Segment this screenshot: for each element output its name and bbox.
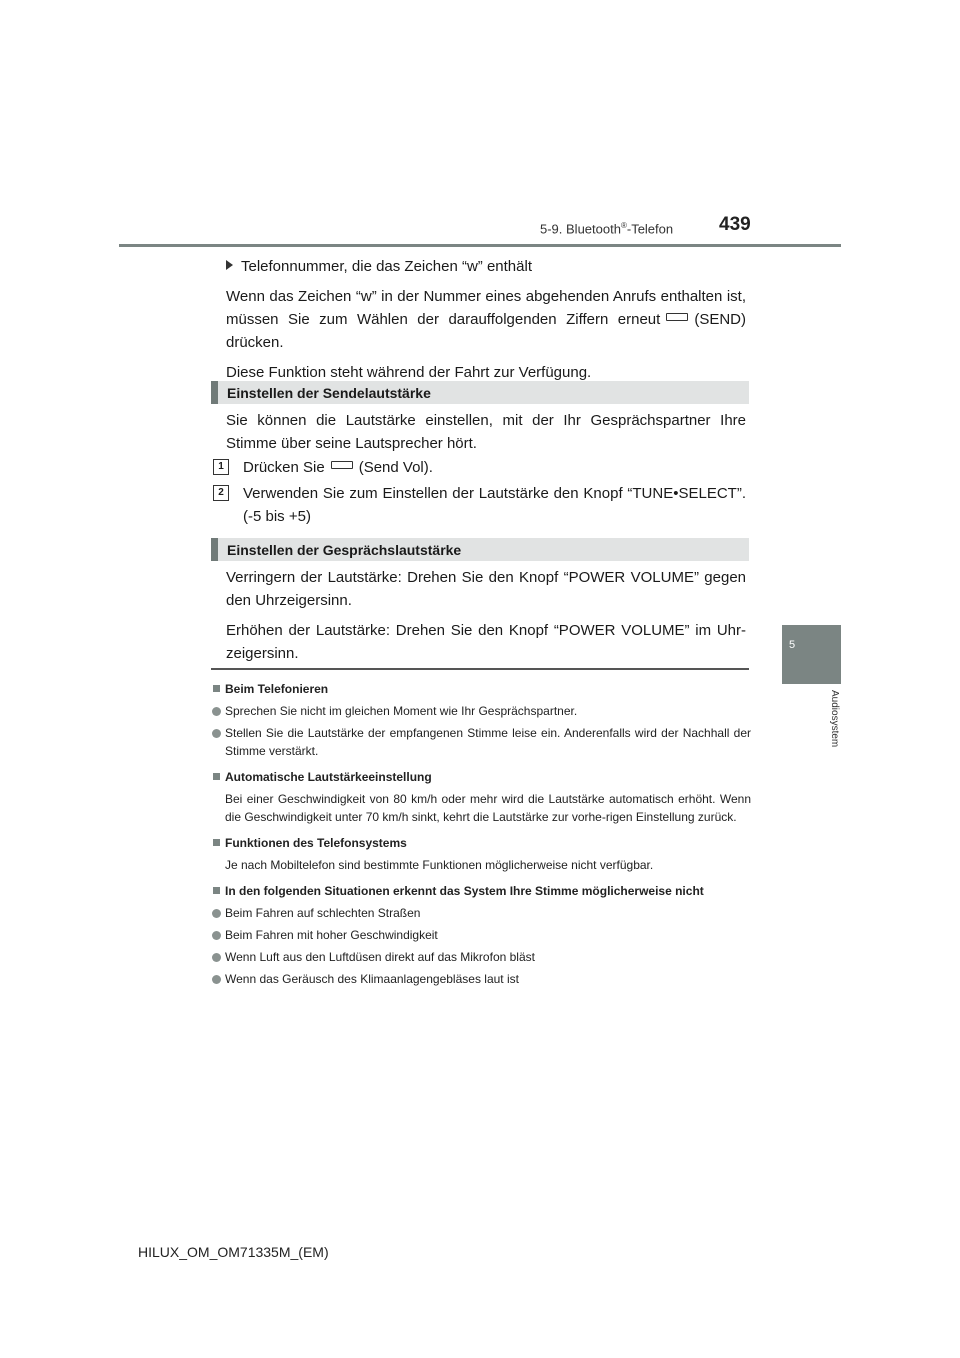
section-suffix: -Telefon xyxy=(626,221,674,237)
section-title-send-volume: Einstellen der Sendelautstärke xyxy=(211,381,749,404)
note-heading: Beim Telefonieren xyxy=(211,680,751,698)
section1-text: Sie können die Lautstärke einstellen, mit der Ihr Gesprächspartner Ihre Stimme über seine Lautsprecher hört. xyxy=(226,412,746,452)
intro-para2: Diese Funktion steht während der Fahrt zur Verfügung. xyxy=(226,364,592,381)
header-rule xyxy=(119,244,841,247)
note-heading: In den folgenden Situationen erkennt das System Ihre Stimme möglicherweise nicht xyxy=(211,882,751,900)
section2-block xyxy=(226,566,746,665)
section2-para2: Erhöhen der Lautstärke: Drehen Sie den Knopf “POWER VOLUME” im Uhr-zeigersinn. xyxy=(226,622,746,662)
page-number: 439 xyxy=(719,214,751,235)
intro-para1-b: (SEND) drücken. xyxy=(226,311,746,351)
note-text: Je nach Mobiltelefon sind bestimmte Funktionen möglicherweise nicht verfügbar. xyxy=(225,858,654,872)
intro-para1-a: Wenn das Zeichen “w” in der Nummer eines abgehenden Anrufs enthalten ist, müssen Sie zum Wählen der darauffolgenden Ziffern erneut xyxy=(226,288,746,328)
note-text: Bei einer Geschwindigkeit von 80 km/h oder mehr wird die Lautstärke automatisch erhöht. Wenn die Geschwindigkeit unter 70 km/h sinkt, kehrt die Lautstärke zur vorhe-rigen Einstellung zurück. xyxy=(225,792,751,824)
intro-bullet xyxy=(226,255,746,278)
chapter-tab xyxy=(782,625,841,684)
send-vol-button-icon xyxy=(331,461,353,469)
note-bullet: Wenn das Geräusch des Klimaanlagengebläses laut ist xyxy=(211,970,751,988)
intro-para1 xyxy=(226,285,746,354)
section1-para xyxy=(226,409,746,455)
send-button-icon xyxy=(666,313,688,321)
notes-divider xyxy=(211,668,749,670)
note-bullet: Beim Fahren mit hoher Geschwindigkeit xyxy=(211,926,751,944)
intro-bullet-text: Telefonnummer, die das Zeichen “w” enthält xyxy=(241,258,532,275)
step-number-1: 1 xyxy=(213,459,229,475)
step-1-text-b: (Send Vol). xyxy=(358,459,433,476)
section-prefix: 5-9. Bluetooth xyxy=(540,221,621,237)
section-title-call-volume: Einstellen der Gesprächslautstärke xyxy=(211,538,749,561)
note-bullet: Wenn Luft aus den Luftdüsen direkt auf das Mikrofon bläst xyxy=(211,948,751,966)
registered-mark: ® xyxy=(620,221,627,230)
section2-para1: Verringern der Lautstärke: Drehen Sie den Knopf “POWER VOLUME” gegen den Uhrzeigersinn. xyxy=(226,569,746,609)
step-2: Verwenden Sie zum Einstellen der Lautstärke den Knopf “TUNE•SELECT”. (-5 bis +5) xyxy=(243,485,746,525)
note-bullet: Sprechen Sie nicht im gleichen Moment wie Ihr Gesprächspartner. xyxy=(211,702,751,720)
notes-block xyxy=(211,680,751,988)
note-heading: Automatische Lautstärkeeinstellung xyxy=(211,768,751,786)
chapter-label-text: Audiosystem xyxy=(829,690,840,748)
intro-block xyxy=(226,255,746,384)
arrow-bullet-icon xyxy=(226,260,233,270)
chapter-number: 5 xyxy=(788,639,796,651)
note-bullet: Beim Fahren auf schlechten Straßen xyxy=(211,904,751,922)
step-number-2: 2 xyxy=(213,485,229,501)
running-header-section xyxy=(540,221,673,236)
chapter-label xyxy=(760,690,840,766)
step-1 xyxy=(243,456,746,479)
step-1-text-a: Drücken Sie xyxy=(243,459,325,476)
note-bullet: Stellen Sie die Lautstärke der empfangenen Stimme leise ein. Anderenfalls wird der Nachhall der Stimme verstärkt. xyxy=(211,724,751,760)
footer-doc-id: HILUX_OM_OM71335M_(EM) xyxy=(138,1244,329,1260)
note-heading: Funktionen des Telefonsystems xyxy=(211,834,751,852)
